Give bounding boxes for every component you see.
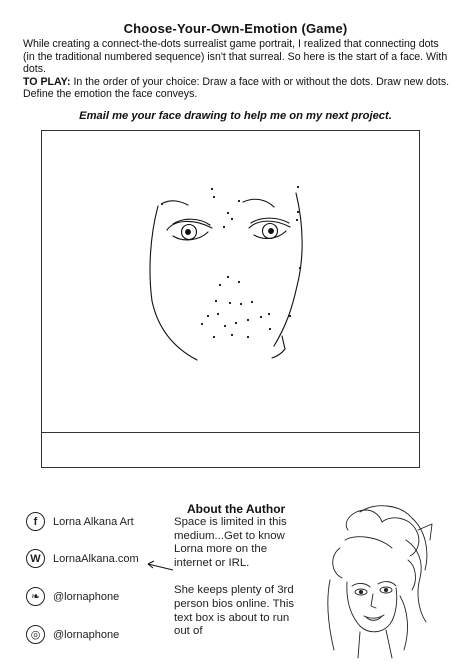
bio-paragraph-2: She keeps plenty of 3rd person bios online. This text box is about to run out of [174,584,295,638]
about-title: About the Author [187,502,286,516]
author-portrait [300,500,450,660]
right-eye-crease [251,218,289,223]
right-eye-upper [249,221,290,228]
to-play-paragraph [23,76,453,101]
email-callout: Email me your face drawing to help me on my next project. [79,110,392,122]
right-eyebrow [243,199,274,207]
twitter-icon: ❧ [26,587,45,606]
face-drawing [42,131,419,431]
social-website[interactable] [26,549,139,568]
author-bio [174,516,299,653]
drawing-frame[interactable] [41,130,420,468]
right-pupil [269,229,274,234]
to-play-text: In the order of your choice: Draw a face with or without the dots. Draw new dots. Define the emotion the face conveys. [23,75,450,101]
left-eyebrow [163,201,188,205]
social-facebook[interactable] [26,512,134,531]
arrow-icon [145,558,175,574]
neck-line [272,336,285,358]
social-label: @lornaphone [53,590,120,603]
social-label: @lornaphone [53,628,120,641]
face-outline-right [274,193,302,346]
intro-paragraph: While creating a connect-the-dots surrealist game portrait, I realized that connecting dots (in the traditional numbered sequence) isn't that surreal. So here is the start of a face. With dots. [23,38,448,76]
facebook-icon: f [26,512,45,531]
face-outline-left [150,206,197,360]
social-label: Lorna Alkana Art [53,515,134,528]
page-title: Choose-Your-Own-Emotion (Game) [123,21,348,36]
left-pupil [186,230,191,235]
social-twitter[interactable] [26,587,119,606]
social-label: LornaAlkana.com [53,552,139,565]
dot-cluster [161,186,301,338]
intro-text [23,38,453,101]
baseline-divider [42,432,419,433]
social-instagram[interactable] [26,625,119,644]
bio-paragraph-1: Space is limited in this medium...Get to know Lorna more on the internet or IRL. [174,516,287,569]
instagram-icon: ◎ [26,625,45,644]
website-icon: W [26,549,45,568]
to-play-label: TO PLAY: [23,75,71,88]
